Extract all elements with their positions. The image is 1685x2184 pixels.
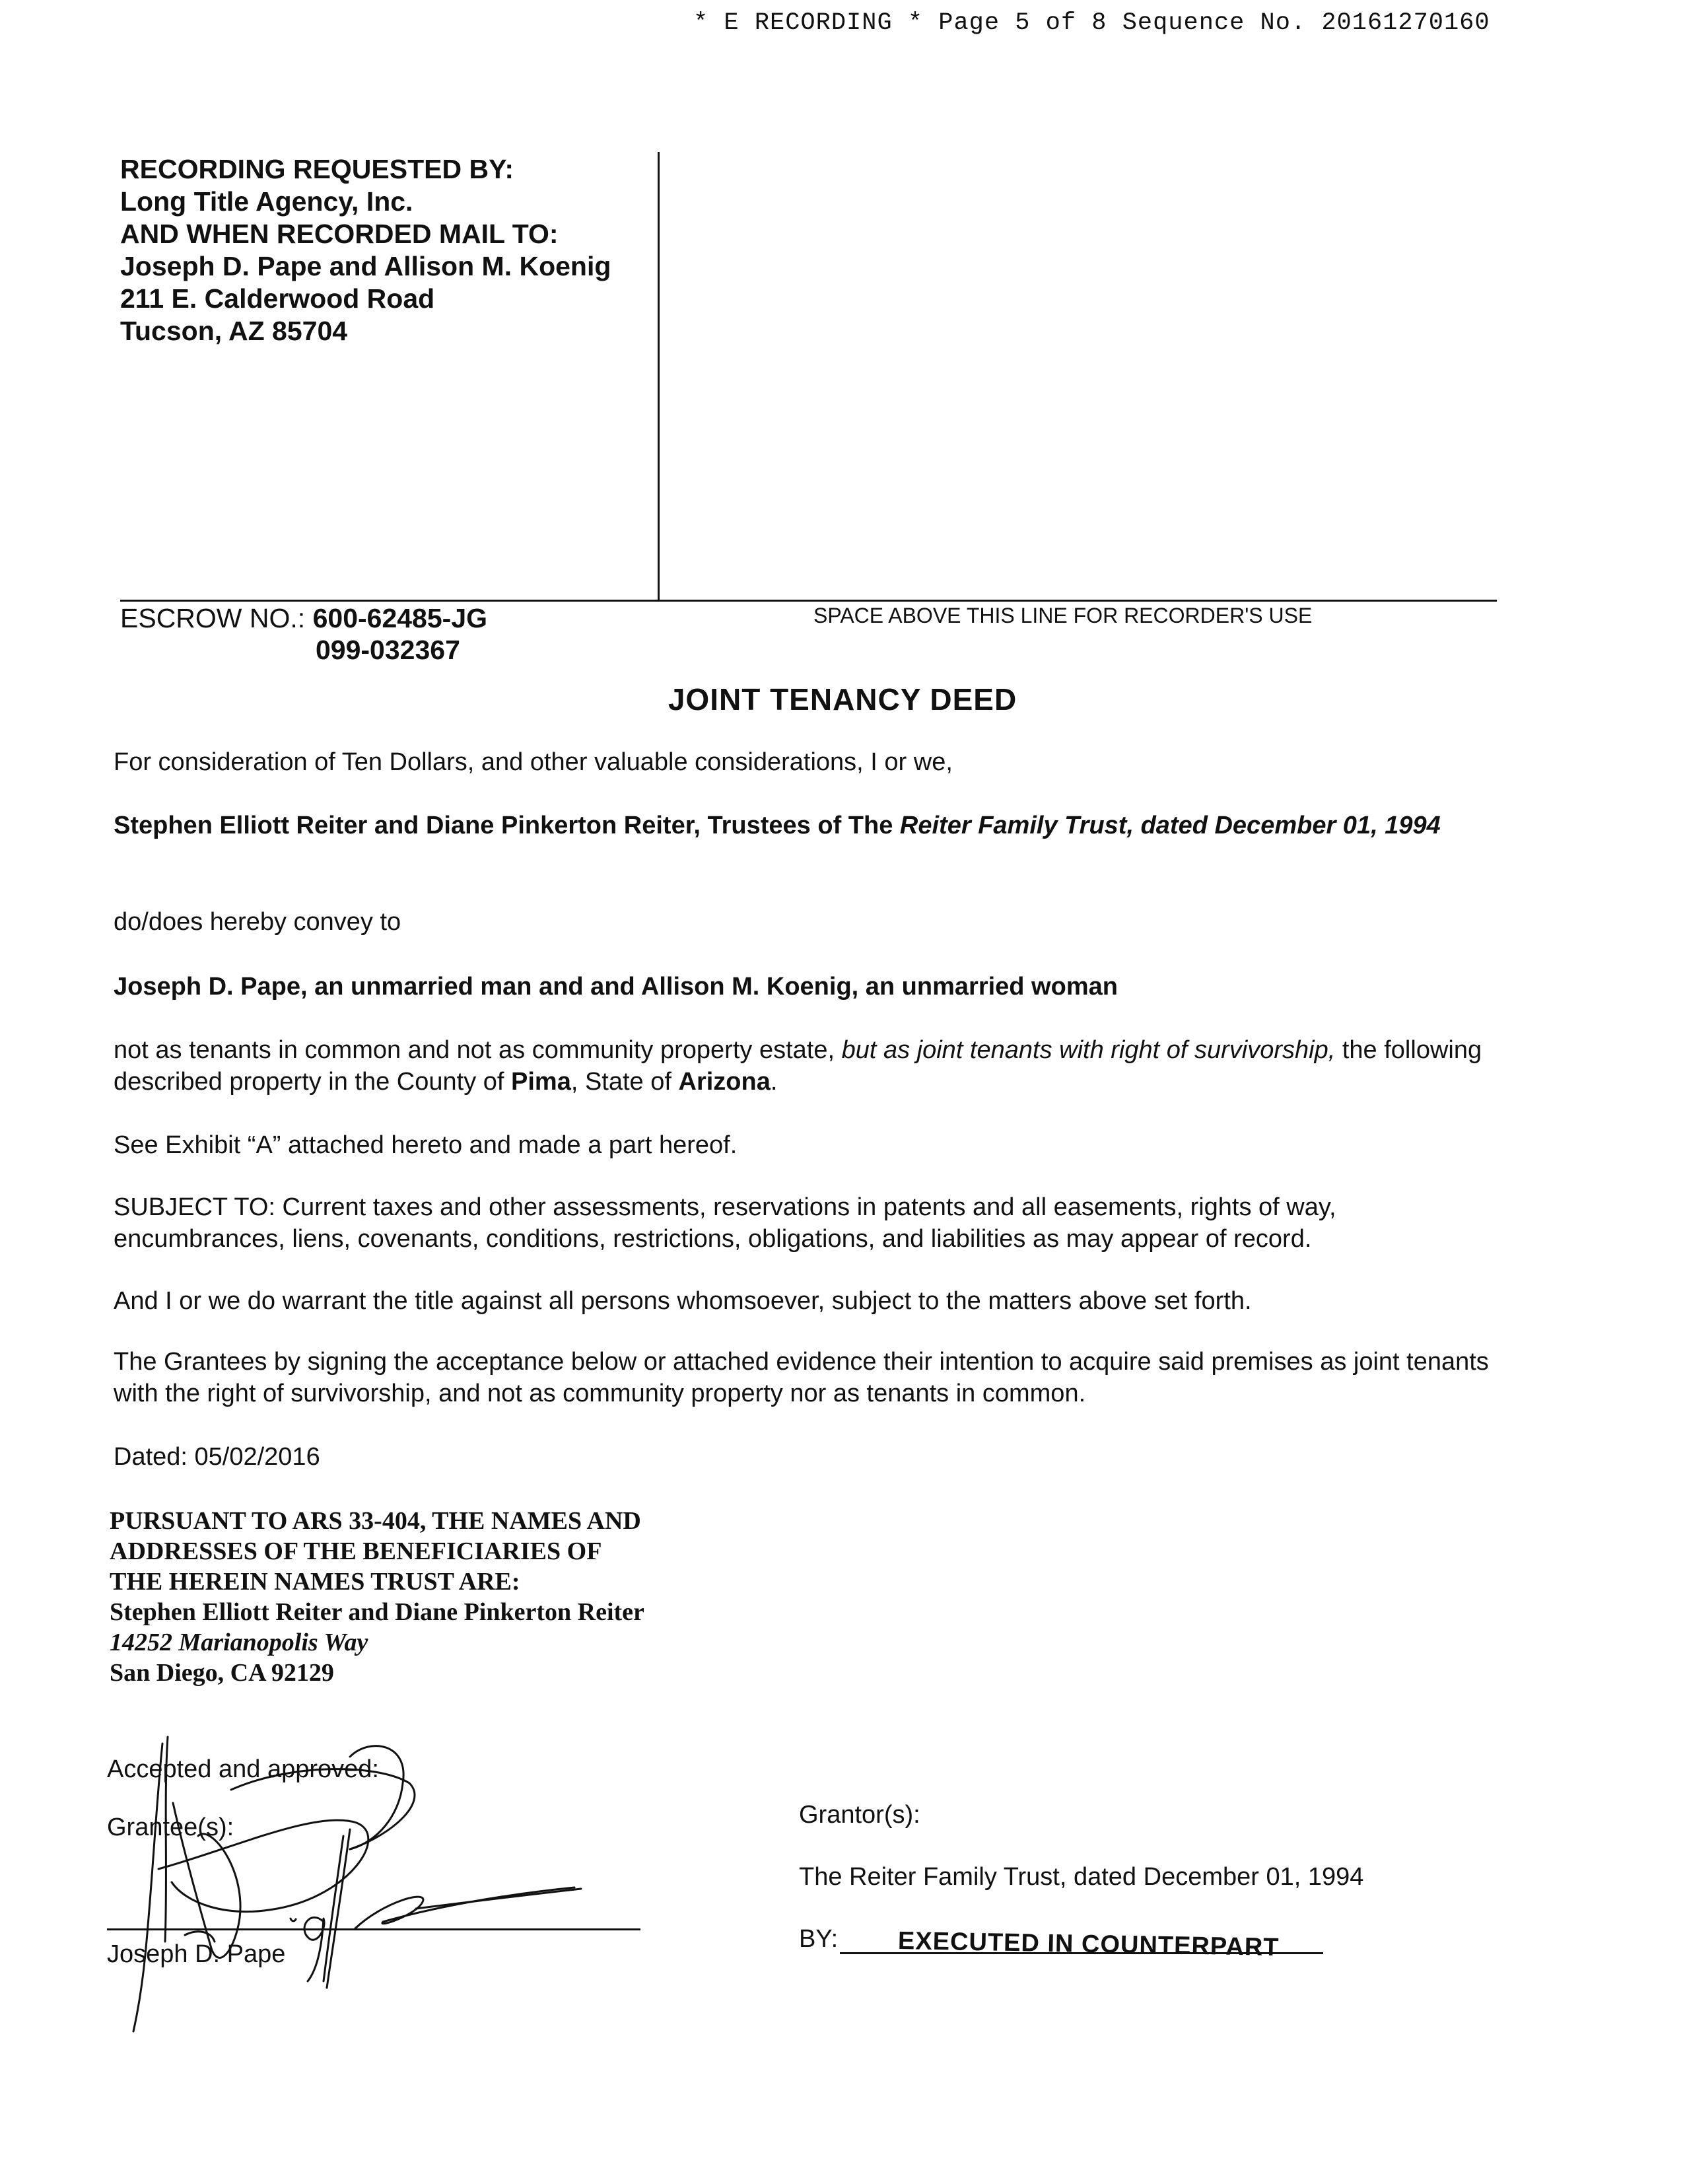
beneficiaries-heading-1: PURSUANT TO ARS 33-404, THE NAMES AND: [110, 1507, 641, 1535]
convey-paragraph: do/does hereby convey to: [114, 908, 401, 936]
county-name: Pima: [511, 1068, 571, 1096]
recording-requested-label: RECORDING REQUESTED BY:: [120, 154, 514, 184]
grantor-trust-date: dated December 01, 1994: [1140, 812, 1441, 839]
escrow-number: [120, 602, 487, 635]
grantee-printed-name: Joseph D. Pape: [107, 1940, 286, 1968]
grantor-trust-name: Reiter Family Trust,: [899, 812, 1134, 839]
escrow-label: ESCROW NO.:: [120, 603, 306, 633]
warrant-paragraph: And I or we do warrant the title against all persons whomsoever, subject to the matters above set forth.: [114, 1287, 1252, 1315]
beneficiaries-block: [110, 1506, 644, 1688]
grantee-signature-scribble: [99, 1730, 680, 2034]
grantors-label: Grantor(s):: [799, 1801, 920, 1829]
accepted-approved-label: Accepted and approved:: [107, 1755, 379, 1783]
executed-in-counterpart-stamp: EXECUTED IN COUNTERPART: [897, 1927, 1280, 1962]
beneficiary-street: 14252 Marianopolis Way: [110, 1629, 368, 1656]
requester-name: Long Title Agency, Inc.: [120, 186, 413, 217]
subject-to-paragraph: SUBJECT TO: Current taxes and other assessments, reservations in patents and all easements, rights of way, encumbrances, liens, covenants, conditions, restrictions, obligations, and liabilities as may appear of record.: [114, 1193, 1336, 1253]
exhibit-paragraph: See Exhibit “A” attached hereto and made a part hereof.: [114, 1131, 738, 1159]
grantor-names-paragraph: [114, 810, 1494, 841]
grantees-label: Grantee(s):: [107, 1814, 234, 1841]
mail-to-label: AND WHEN RECORDED MAIL TO:: [120, 219, 559, 249]
tenancy-text-a: not as tenants in common and not as community property estate,: [114, 1036, 835, 1064]
tenancy-paragraph: [114, 1034, 1494, 1098]
recording-requested-block: [120, 153, 611, 347]
grantor-by-label: BY:: [799, 1925, 839, 1953]
beneficiary-city: San Diego, CA 92129: [110, 1659, 334, 1687]
mail-to-city: Tucson, AZ 85704: [120, 316, 348, 346]
mail-to-street: 211 E. Calderwood Road: [120, 283, 435, 314]
tenancy-text-d: , State of: [570, 1068, 671, 1096]
grantor-trust-line: The Reiter Family Trust, dated December 01, 1994: [799, 1863, 1364, 1891]
mail-to-names: Joseph D. Pape and Allison M. Koenig: [120, 251, 611, 281]
tenancy-text-c: the following described property in the County of: [114, 1036, 1482, 1096]
grantor-names: Stephen Elliott Reiter and Diane Pinkerton Reiter, Trustees of The: [114, 812, 893, 839]
tenancy-text-b: but as joint tenants with right of survivorship,: [841, 1036, 1336, 1064]
consideration-paragraph: For consideration of Ten Dollars, and other valuable considerations, I or we,: [114, 748, 953, 776]
document-title: JOINT TENANCY DEED: [668, 682, 1017, 717]
grantees-paragraph: Joseph D. Pape, an unmarried man and and Allison M. Koenig, an unmarried woman: [114, 973, 1118, 1001]
beneficiaries-heading-3: THE HEREIN NAMES TRUST ARE:: [110, 1568, 520, 1596]
escrow-number-secondary: 099-032367: [316, 635, 460, 665]
recorder-use-note: SPACE ABOVE THIS LINE FOR RECORDER'S USE: [813, 604, 1313, 627]
grantees-acceptance-paragraph: The Grantees by signing the acceptance below or attached evidence their intention to acquire said premises as joint tenants with the right of survivorship, and not as community property nor as tenants in common.: [114, 1348, 1489, 1407]
dated-line: Dated: 05/02/2016: [114, 1443, 320, 1471]
recording-header: * E RECORDING * Page 5 of 8 Sequence No. 20161270160: [693, 9, 1490, 37]
grantee-signature-block: [99, 1730, 680, 2034]
beneficiaries-heading-2: ADDRESSES OF THE BENEFICIARIES OF: [110, 1537, 602, 1565]
state-name: Arizona: [678, 1068, 771, 1096]
tenancy-text-e: .: [770, 1068, 778, 1096]
beneficiary-names: Stephen Elliott Reiter and Diane Pinkerton Reiter: [110, 1598, 644, 1626]
recorder-space-line: [120, 600, 1497, 602]
recorder-box-divider: [658, 152, 660, 601]
escrow-number-value: 600-62485-JG: [312, 603, 488, 633]
